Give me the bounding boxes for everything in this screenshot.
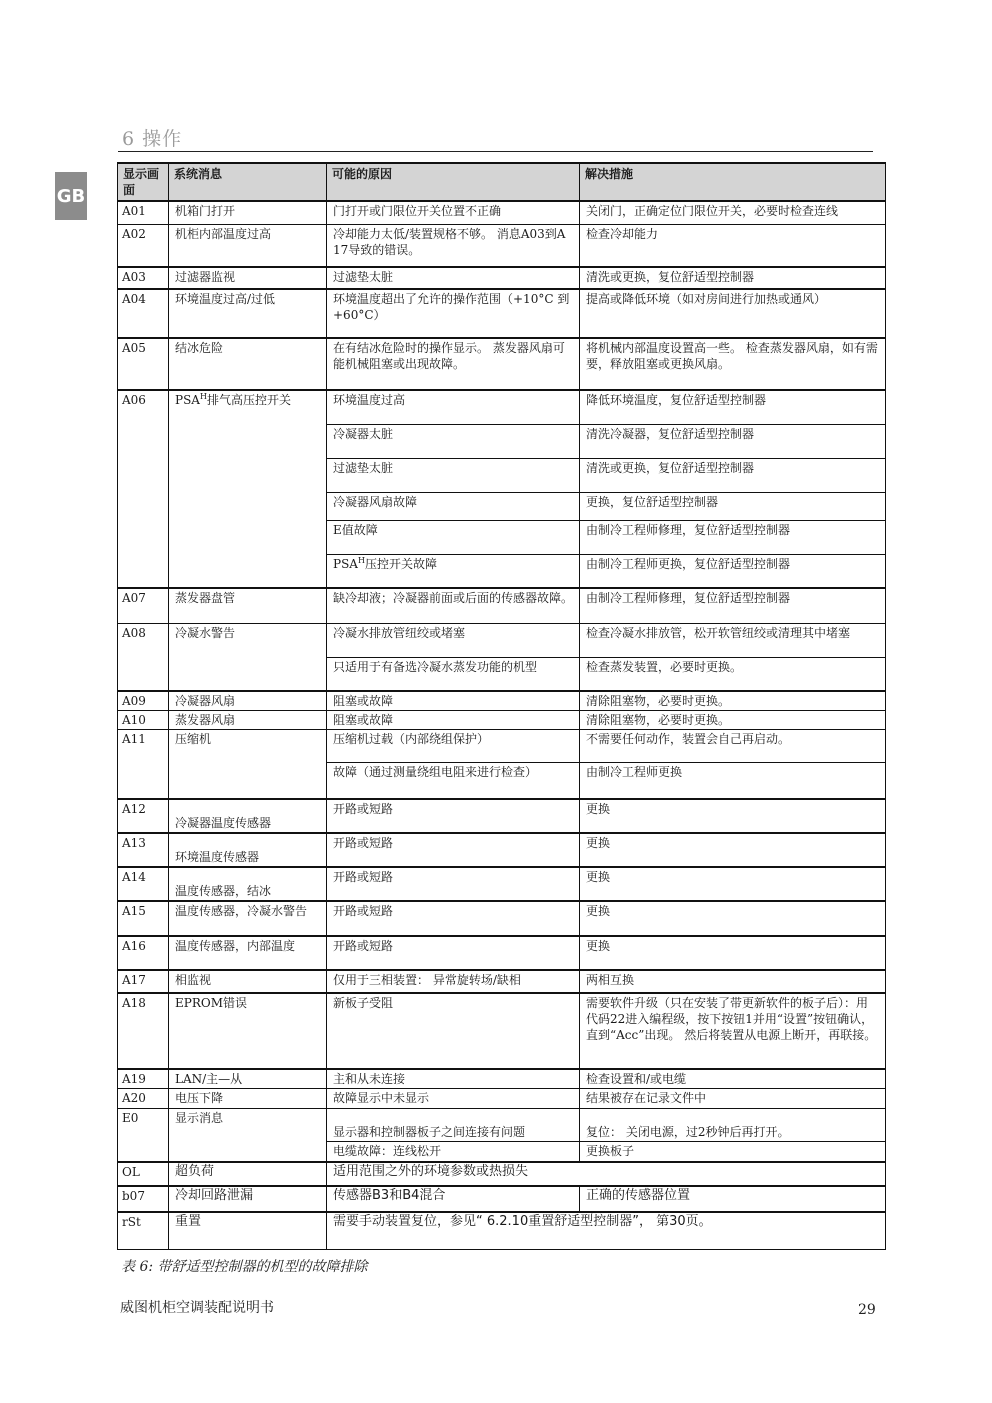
fault-message: 温度传感器，冷凝水警告 xyxy=(169,901,327,936)
fault-cause: 仅用于三相装置： 异常旋转场/缺相 xyxy=(327,970,580,993)
fault-cause: 阻塞或故障 xyxy=(327,691,580,711)
fault-code: A18 xyxy=(118,993,169,1069)
fault-cause: 冷凝器风扇故障 xyxy=(327,492,580,520)
table-row xyxy=(118,711,886,730)
fault-message-rest: 排气高压控开关 xyxy=(206,393,291,407)
fault-message: 环境温度传感器 xyxy=(169,833,327,867)
fault-cause: 开路或短路 xyxy=(327,833,580,867)
table-row xyxy=(118,833,886,867)
fault-cause: 开路或短路 xyxy=(327,799,580,833)
table-row xyxy=(118,799,886,833)
fault-code: A15 xyxy=(118,901,169,936)
fault-code: A04 xyxy=(118,289,169,338)
fault-message: 蒸发器风扇 xyxy=(169,711,327,730)
section-title: 6 操作 xyxy=(122,128,183,150)
table-row xyxy=(118,224,886,267)
fault-message: 冷凝水警告 xyxy=(169,623,327,691)
fault-cause: 只适用于有备选冷凝水蒸发功能的机型 xyxy=(327,657,580,691)
header-action: 解决措施 xyxy=(580,163,886,201)
fault-message: 超负荷 xyxy=(169,1162,327,1186)
fault-code: A06 xyxy=(118,390,169,588)
table-row xyxy=(118,390,886,424)
fault-cause: 冷却能力太低/装置规格不够。 消息A03到A17导致的错误。 xyxy=(327,224,580,267)
fault-code: A19 xyxy=(118,1069,169,1089)
fault-action: 需要软件升级（只在安装了带更新软件的板子后）：用代码22进入编程级，按下按钮1并用“设置”按钮确认，直到“Acc”出现。 然后将装置从电源上断开，再联接。 xyxy=(580,993,886,1069)
header-cause: 可能的原因 xyxy=(327,163,580,201)
fault-cause: 过滤垫太脏 xyxy=(327,458,580,492)
fault-code: OL xyxy=(118,1162,169,1186)
footer-doc-title: 威图机柜空调装配说明书 xyxy=(120,1300,274,1316)
fault-action: 检查蒸发装置，必要时更换。 xyxy=(580,657,886,691)
table-row xyxy=(118,1162,886,1186)
fault-cause: 需要手动装置复位，参见“ 6.2.10重置舒适型控制器”， 第30页。 xyxy=(327,1212,886,1250)
fault-cause: 冷凝水排放管纽绞或堵塞 xyxy=(327,623,580,657)
fault-action: 更换 xyxy=(580,833,886,867)
table-row xyxy=(118,338,886,390)
fault-code: A07 xyxy=(118,588,169,623)
fault-message-text: PSA xyxy=(175,393,200,407)
fault-action: 清洗冷凝器，复位舒适型控制器 xyxy=(580,424,886,458)
fault-message: 蒸发器盘管 xyxy=(169,588,327,623)
fault-action: 更换板子 xyxy=(580,1142,886,1162)
fault-action: 清洗或更换，复位舒适型控制器 xyxy=(580,458,886,492)
table-row xyxy=(118,201,886,224)
fault-message: 机箱门打开 xyxy=(169,201,327,224)
header-message: 系统消息 xyxy=(169,163,327,201)
superscript-h: H xyxy=(357,555,365,565)
fault-action: 正确的传感器位置 xyxy=(580,1186,886,1212)
fault-code: A16 xyxy=(118,936,169,970)
fault-action: 检查冷却能力 xyxy=(580,224,886,267)
fault-message: LAN/主—从 xyxy=(169,1069,327,1089)
fault-code: A08 xyxy=(118,623,169,691)
fault-message: 电压下降 xyxy=(169,1089,327,1109)
fault-cause: 开路或短路 xyxy=(327,936,580,970)
language-tab: GB xyxy=(55,172,87,220)
fault-message: 温度传感器，内部温度 xyxy=(169,936,327,970)
fault-cause: 环境温度超出了允许的操作范围（+10°C 到 +60°C） xyxy=(327,289,580,338)
fault-cause: E值故障 xyxy=(327,520,580,554)
table-row xyxy=(118,1089,886,1109)
fault-cause: 故障（通过测量绕组电阻来进行检查） xyxy=(327,763,580,799)
fault-message: 结冰危险 xyxy=(169,338,327,390)
table-row xyxy=(118,936,886,970)
fault-message: 机柜内部温度过高 xyxy=(169,224,327,267)
fault-message: 重置 xyxy=(169,1212,327,1250)
fault-table xyxy=(117,162,886,1250)
table-row xyxy=(118,267,886,289)
fault-cause: 传感器B3和B4混合 xyxy=(327,1186,580,1212)
fault-message: 冷却回路泄漏 xyxy=(169,1186,327,1212)
fault-code: rSt xyxy=(118,1212,169,1250)
fault-code: A09 xyxy=(118,691,169,711)
fault-action: 更换 xyxy=(580,799,886,833)
fault-action: 不需要任何动作，装置会自己再启动。 xyxy=(580,730,886,763)
table-row xyxy=(118,1069,886,1089)
fault-message: 温度传感器，结冰 xyxy=(169,867,327,901)
fault-action: 更换 xyxy=(580,936,886,970)
fault-cause xyxy=(327,554,580,588)
fault-cause: 电缆故障：连线松开 xyxy=(327,1142,580,1162)
fault-action: 清洗或更换，复位舒适型控制器 xyxy=(580,267,886,289)
fault-cause: 显示器和控制器板子之间连接有问题 xyxy=(327,1109,580,1142)
fault-cause: 缺冷却液；冷凝器前面或后面的传感器故障。 xyxy=(327,588,580,623)
fault-action: 由制冷工程师修理，复位舒适型控制器 xyxy=(580,520,886,554)
fault-message: 相监视 xyxy=(169,970,327,993)
fault-action: 提高或降低环境（如对房间进行加热或通风） xyxy=(580,289,886,338)
fault-message: EPROM错误 xyxy=(169,993,327,1069)
fault-action: 降低环境温度，复位舒适型控制器 xyxy=(580,390,886,424)
title-divider xyxy=(118,151,873,152)
fault-cause-rest: 压控开关故障 xyxy=(364,556,437,571)
fault-code: A05 xyxy=(118,338,169,390)
fault-cause: 适用范围之外的环境参数或热损失 xyxy=(327,1162,886,1186)
table-row xyxy=(118,867,886,901)
fault-code: A12 xyxy=(118,799,169,833)
fault-code: A10 xyxy=(118,711,169,730)
page-number: 29 xyxy=(858,1302,876,1318)
fault-action: 两相互换 xyxy=(580,970,886,993)
fault-action: 清除阻塞物，必要时更换。 xyxy=(580,711,886,730)
table-row xyxy=(118,993,886,1069)
fault-cause: 开路或短路 xyxy=(327,867,580,901)
table-caption: 表 6: 带舒适型控制器的机型的故障排除 xyxy=(121,1259,368,1275)
fault-code: E0 xyxy=(118,1109,169,1162)
table-row xyxy=(118,901,886,936)
fault-code: A02 xyxy=(118,224,169,267)
fault-code: A01 xyxy=(118,201,169,224)
table-row xyxy=(118,691,886,711)
fault-cause: 故障显示中未显示 xyxy=(327,1089,580,1109)
table-row xyxy=(118,289,886,338)
table-row xyxy=(118,623,886,657)
fault-action: 复位： 关闭电源，过2秒钟后再打开。 xyxy=(580,1109,886,1142)
table-row xyxy=(118,1212,886,1250)
table-row xyxy=(118,588,886,623)
table-row xyxy=(118,1186,886,1212)
fault-action: 由制冷工程师更换，复位舒适型控制器 xyxy=(580,554,886,588)
fault-cause: 新板子受阻 xyxy=(327,993,580,1069)
fault-cause: 环境温度过高 xyxy=(327,390,580,424)
table-header-row xyxy=(118,163,886,201)
header-display: 显示画面 xyxy=(118,163,169,201)
fault-code: A13 xyxy=(118,833,169,867)
fault-action: 由制冷工程师更换 xyxy=(580,763,886,799)
fault-action: 结果被存在记录文件中 xyxy=(580,1089,886,1109)
fault-message: 过滤器监视 xyxy=(169,267,327,289)
fault-action: 更换 xyxy=(580,867,886,901)
fault-message: 显示消息 xyxy=(169,1109,327,1162)
fault-message: 冷凝器风扇 xyxy=(169,691,327,711)
fault-action: 更换，复位舒适型控制器 xyxy=(580,492,886,520)
fault-code: A11 xyxy=(118,730,169,799)
fault-cause: 冷凝器太脏 xyxy=(327,424,580,458)
fault-message: 冷凝器温度传感器 xyxy=(169,799,327,833)
fault-action: 将机械内部温度设置高一些。 检查蒸发器风扇，如有需要，释放阻塞或更换风扇。 xyxy=(580,338,886,390)
fault-action: 关闭门，正确定位门限位开关，必要时检查连线 xyxy=(580,201,886,224)
fault-cause: 主和从未连接 xyxy=(327,1069,580,1089)
fault-code: A20 xyxy=(118,1089,169,1109)
table-row xyxy=(118,970,886,993)
fault-cause: 压缩机过载（内部绕组保护） xyxy=(327,730,580,763)
superscript-h: H xyxy=(199,392,207,401)
fault-code: b07 xyxy=(118,1186,169,1212)
fault-action: 清除阻塞物，必要时更换。 xyxy=(580,691,886,711)
fault-action: 更换 xyxy=(580,901,886,936)
fault-code: A14 xyxy=(118,867,169,901)
fault-code: A17 xyxy=(118,970,169,993)
fault-cause: 过滤垫太脏 xyxy=(327,267,580,289)
fault-message xyxy=(169,390,327,588)
fault-cause: 在有结冰危险时的操作显示。 蒸发器风扇可能机械阻塞或出现故障。 xyxy=(327,338,580,390)
table-row xyxy=(118,1109,886,1142)
fault-cause: 开路或短路 xyxy=(327,901,580,936)
fault-action: 检查冷凝水排放管，松开软管纽绞或清理其中堵塞 xyxy=(580,623,886,657)
fault-action: 检查设置和/或电缆 xyxy=(580,1069,886,1089)
table-row xyxy=(118,730,886,763)
fault-message: 环境温度过高/过低 xyxy=(169,289,327,338)
fault-action: 由制冷工程师修理，复位舒适型控制器 xyxy=(580,588,886,623)
fault-cause: 阻塞或故障 xyxy=(327,711,580,730)
fault-cause-text: PSA xyxy=(333,556,358,571)
fault-cause: 门打开或门限位开关位置不正确 xyxy=(327,201,580,224)
fault-code: A03 xyxy=(118,267,169,289)
fault-message: 压缩机 xyxy=(169,730,327,799)
